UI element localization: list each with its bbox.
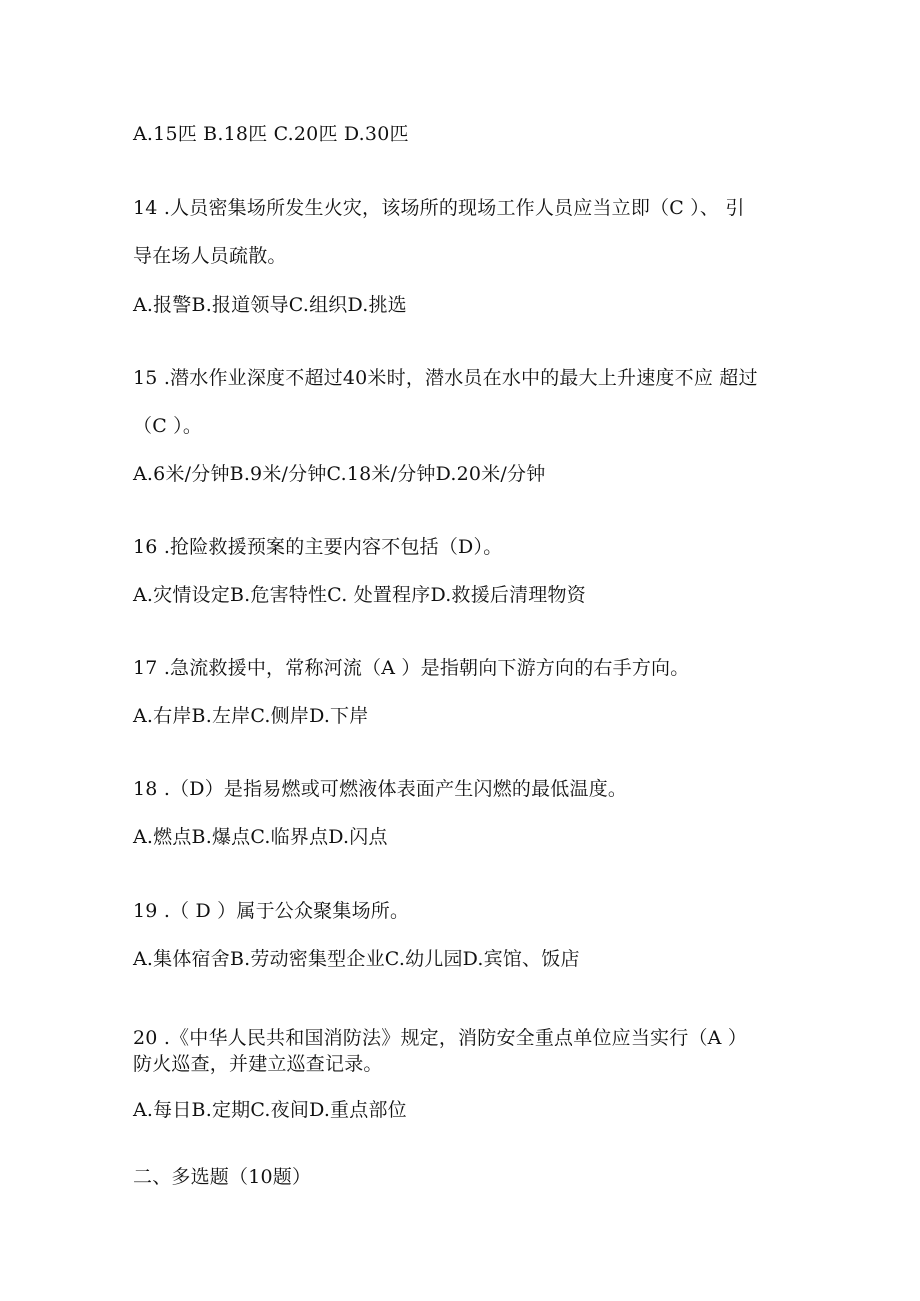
q16-options: A.灾情设定B.危害特性C. 处置程序D.救援后清理物资 bbox=[133, 584, 586, 606]
q20-stem-line2: 防火巡查，并建立巡查记录。 bbox=[133, 1053, 383, 1075]
q20-stem-line1: 20 .《中华人民共和国消防法》规定，消防安全重点单位应当实行（A ） bbox=[133, 1027, 748, 1049]
q14-stem-line2: 导在场人员疏散。 bbox=[133, 245, 287, 267]
q15-stem-line2: （C ）。 bbox=[133, 415, 203, 437]
q18-stem: 18 .（D）是指易燃或可燃液体表面产生闪燃的最低温度。 bbox=[133, 778, 628, 800]
q19-stem: 19 .（ D ）属于公众聚集场所。 bbox=[133, 900, 410, 922]
q16-stem: 16 .抢险救援预案的主要内容不包括（D）。 bbox=[133, 536, 503, 558]
q15-options: A.6米/分钟B.9米/分钟C.18米/分钟D.20米/分钟 bbox=[133, 463, 546, 485]
q17-stem: 17 .急流救援中，常称河流（A ）是指朝向下游方向的右手方向。 bbox=[133, 657, 690, 679]
q14-options: A.报警B.报道领导C.组织D.挑选 bbox=[133, 294, 407, 316]
q19-options: A.集体宿舍B.劳动密集型企业C.幼儿园D.宾馆、饭店 bbox=[133, 948, 580, 970]
q20-options: A.每日B.定期C.夜间D.重点部位 bbox=[133, 1099, 407, 1121]
q18-options: A.燃点B.爆点C.临界点D.闪点 bbox=[133, 826, 388, 848]
section-heading-multiple-choice: 二、多选题（10题） bbox=[133, 1166, 312, 1188]
q17-options: A.右岸B.左岸C.侧岸D.下岸 bbox=[133, 705, 369, 727]
q15-stem-line1: 15 .潜水作业深度不超过40米时，潜水员在水中的最大上升速度不应 超过 bbox=[133, 367, 758, 389]
q14-stem-line1: 14 .人员密集场所发生火灾，该场所的现场工作人员应当立即（C ）、 引 bbox=[133, 197, 745, 219]
q13-options: A.15匹 B.18匹 C.20匹 D.30匹 bbox=[133, 123, 409, 145]
